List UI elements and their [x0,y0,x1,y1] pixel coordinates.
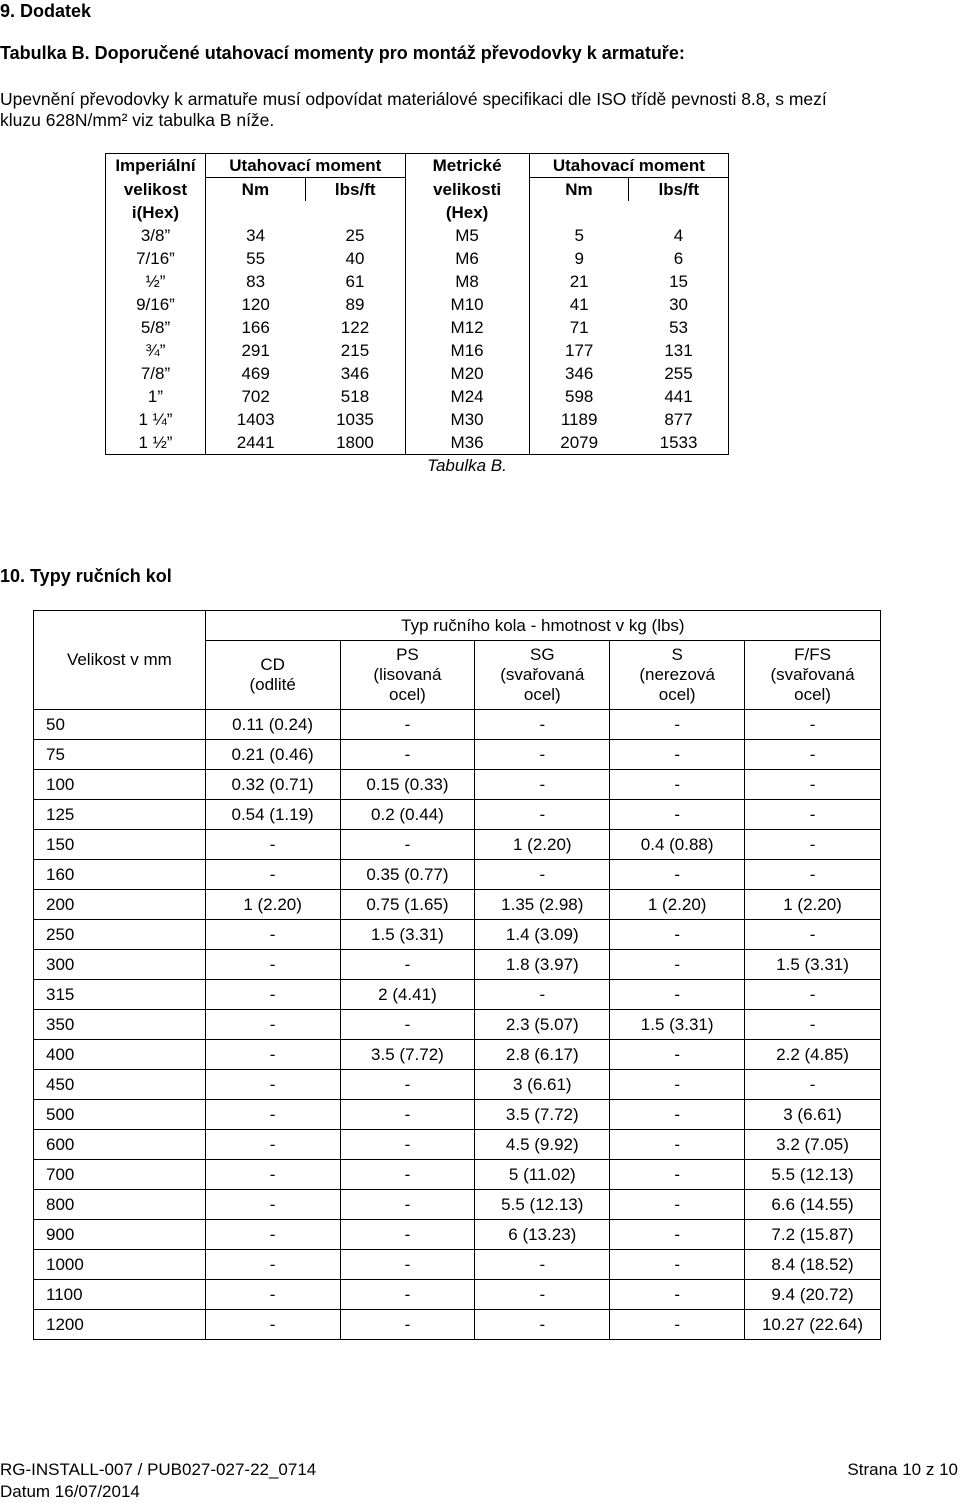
weight-cell: 1.5 (3.31) [610,1010,745,1040]
table-row: 7/16” 55 40 M6 9 6 [106,247,829,270]
weight-cell: 6.6 (14.55) [745,1190,881,1220]
weight-cell: - [745,800,881,830]
table-row [34,1310,881,1340]
weight-cell: - [340,710,475,740]
weight-cell: - [745,1010,881,1040]
table-row [34,1160,881,1190]
table-row [34,770,881,800]
weight-cell: 1 (2.20) [475,830,610,860]
weight-cell: - [475,770,610,800]
size-cell: 250 [34,920,206,950]
weight-cell: 3.2 (7.05) [745,1130,881,1160]
table-row [34,1100,881,1130]
table-row [34,1250,881,1280]
weight-cell: 1.35 (2.98) [475,890,610,920]
weight-cell: - [610,1160,745,1190]
weight-cell: - [475,980,610,1010]
size-cell: 160 [34,860,206,890]
weight-cell: - [610,770,745,800]
weight-cell: - [205,1280,340,1310]
weight-cell: 0.35 (0.77) [340,860,475,890]
weight-cell: - [610,1070,745,1100]
size-cell: 500 [34,1100,206,1130]
weight-cell: 2.2 (4.85) [745,1040,881,1070]
weight-cell: - [610,920,745,950]
weight-cell: 1.5 (3.31) [340,920,475,950]
table-row: 3/8” 34 25 M5 5 4 [106,224,829,247]
weight-cell: 3 (6.61) [475,1070,610,1100]
weight-cell: - [610,800,745,830]
size-cell: 1200 [34,1310,206,1340]
weight-cell: - [610,1250,745,1280]
weight-cell: - [610,710,745,740]
table-row [34,920,881,950]
weight-cell: - [475,740,610,770]
weight-cell: 3.5 (7.72) [340,1040,475,1070]
weight-cell: - [610,1280,745,1310]
weight-cell: - [340,1220,475,1250]
weight-cell: - [610,980,745,1010]
table-row [34,1130,881,1160]
metric-header-l1: Metrické [405,154,529,178]
imperial-header-l1: Imperiální [106,154,206,178]
imperial-header-l3: i(Hex) [106,201,206,224]
weight-cell: - [205,920,340,950]
cd-header: CD (odlité [205,641,340,710]
weight-cell: - [205,980,340,1010]
weight-cell: - [340,1010,475,1040]
weight-cell: 2.3 (5.07) [475,1010,610,1040]
weight-cell: - [475,1280,610,1310]
weight-cell: 2.8 (6.17) [475,1040,610,1070]
weight-cell: - [340,1250,475,1280]
weight-cell: - [340,1190,475,1220]
weight-cell: - [340,1070,475,1100]
weight-cell: - [340,1160,475,1190]
size-cell: 75 [34,740,206,770]
torque-header-right: Utahovací moment [529,154,729,178]
size-cell: 315 [34,980,206,1010]
weight-cell: - [205,1070,340,1100]
size-cell: 300 [34,950,206,980]
size-cell: 200 [34,890,206,920]
handwheel-type-header: Typ ručního kola - hmotnost v kg (lbs) [205,611,880,641]
table-row: 7/8” 469 346 M20 346 255 [106,362,829,385]
weight-cell: 2 (4.41) [340,980,475,1010]
weight-cell: - [745,710,881,740]
size-header: Velikost v mm [34,611,206,710]
table-row [34,1040,881,1070]
weight-cell: - [340,1100,475,1130]
weight-cell: - [205,1160,340,1190]
weight-cell: - [205,950,340,980]
table-row: 1 ½” 2441 1800 M36 2079 1533 [106,431,829,455]
weight-cell: 10.27 (22.64) [745,1310,881,1340]
imperial-header-l2: velikost [106,178,206,202]
table-row: 9/16” 120 89 M10 41 30 [106,293,829,316]
handwheel-table [33,610,881,1340]
size-cell: 50 [34,710,206,740]
footer-doc-id: RG-INSTALL-007 / PUB027-027-22_0714 [0,1460,317,1479]
weight-cell: 1.5 (3.31) [745,950,881,980]
torque-header-left: Utahovací moment [205,154,405,178]
weight-cell: - [745,830,881,860]
weight-cell: - [745,860,881,890]
weight-cell: - [610,1100,745,1130]
size-cell: 800 [34,1190,206,1220]
weight-cell: - [205,830,340,860]
size-cell: 450 [34,1070,206,1100]
weight-cell: - [475,860,610,890]
weight-cell: - [475,710,610,740]
weight-cell: - [745,740,881,770]
metric-header-l2: velikosti [433,179,502,199]
table-row [34,890,881,920]
weight-cell: 1 (2.20) [610,890,745,920]
weight-cell: 9.4 (20.72) [745,1280,881,1310]
weight-cell: - [475,1250,610,1280]
weight-cell: 4.5 (9.92) [475,1130,610,1160]
weight-cell: - [610,1130,745,1160]
weight-cell: - [745,920,881,950]
lbsft-header-right: lbs/ft [629,178,729,202]
table-row [34,980,881,1010]
table-row [34,830,881,860]
weight-cell: - [610,1190,745,1220]
weight-cell: - [610,950,745,980]
section-10-title: 10. Typy ručních kol [0,566,172,586]
weight-cell: 6 (13.23) [475,1220,610,1250]
sg-header: SG (svařovaná ocel) [475,641,610,710]
weight-cell: 3.5 (7.72) [475,1100,610,1130]
table-row: 5/8” 166 122 M12 71 53 [106,316,829,339]
weight-cell: - [340,1280,475,1310]
size-cell: 600 [34,1130,206,1160]
weight-cell: - [205,1250,340,1280]
weight-cell: 7.2 (15.87) [745,1220,881,1250]
table-row [34,1010,881,1040]
weight-cell: 1 (2.20) [745,890,881,920]
weight-cell: - [610,1220,745,1250]
weight-cell: - [205,1190,340,1220]
intro-paragraph-line1: Upevnění převodovky k armatuře musí odpovídat materiálové specifikaci dle ISO třídě pevnosti 8.8, s mezí [0,89,827,109]
weight-cell: - [745,980,881,1010]
table-row [34,1220,881,1250]
size-cell: 125 [34,800,206,830]
weight-cell: - [340,1130,475,1160]
size-cell: 900 [34,1220,206,1250]
size-cell: 350 [34,1010,206,1040]
weight-cell: - [205,1130,340,1160]
weight-cell: - [610,860,745,890]
weight-cell: - [205,1010,340,1040]
size-cell: 100 [34,770,206,800]
weight-cell: 0.4 (0.88) [610,830,745,860]
weight-cell: 5 (11.02) [475,1160,610,1190]
weight-cell: 0.15 (0.33) [340,770,475,800]
nm-header-right: Nm [529,178,629,202]
weight-cell: 0.75 (1.65) [340,890,475,920]
weight-cell: 5.5 (12.13) [745,1160,881,1190]
nm-header-left: Nm [205,178,305,202]
weight-cell: 1.8 (3.97) [475,950,610,980]
weight-cell: - [610,740,745,770]
table-row [34,1070,881,1100]
weight-cell: 0.32 (0.71) [205,770,340,800]
size-cell: 700 [34,1160,206,1190]
table-b-title: Tabulka B. Doporučené utahovací momenty pro montáž převodovky k armatuře: [0,43,685,63]
size-cell: 150 [34,830,206,860]
weight-cell: - [340,950,475,980]
weight-cell: - [340,740,475,770]
weight-cell: - [340,1310,475,1340]
weight-cell: - [205,1040,340,1070]
size-cell: 400 [34,1040,206,1070]
weight-cell: - [610,1040,745,1070]
metric-header-l3: (Hex) [445,203,489,222]
weight-cell: - [205,1100,340,1130]
weight-cell: 8.4 (18.52) [745,1250,881,1280]
intro-paragraph-line2: kluzu 628N/mm² viz tabulka B níže. [0,110,275,130]
ps-header: PS (lisovaná ocel) [340,641,475,710]
weight-cell: 0.2 (0.44) [340,800,475,830]
table-row: ½” 83 61 M8 21 15 [106,270,829,293]
table-b-caption: Tabulka B. [427,456,507,475]
weight-cell: - [205,1220,340,1250]
ffs-header: F/FS (svařovaná ocel) [745,641,881,710]
table-row: 1” 702 518 M24 598 441 [106,385,829,408]
footer-date: Datum 16/07/2014 [0,1482,140,1501]
section-9-title: 9. Dodatek [0,1,92,21]
torque-table [105,153,829,455]
weight-cell: - [475,800,610,830]
weight-cell: - [745,770,881,800]
weight-cell: 0.11 (0.24) [205,710,340,740]
lbsft-header-left: lbs/ft [305,178,405,202]
table-row: 1 ¼” 1403 1035 M30 1189 877 [106,408,829,431]
s-header: S (nerezová ocel) [610,641,745,710]
table-row: ¾” 291 215 M16 177 131 [106,339,829,362]
weight-cell: 0.21 (0.46) [205,740,340,770]
weight-cell: - [340,830,475,860]
table-row [34,740,881,770]
size-cell: 1100 [34,1280,206,1310]
table-row [34,800,881,830]
table-row [34,1190,881,1220]
weight-cell: - [205,860,340,890]
table-row [34,860,881,890]
footer-page-number: Strana 10 z 10 [847,1460,958,1479]
table-row [34,950,881,980]
weight-cell: - [475,1310,610,1340]
weight-cell: 0.54 (1.19) [205,800,340,830]
weight-cell: - [205,1310,340,1340]
weight-cell: 1.4 (3.09) [475,920,610,950]
table-row [34,710,881,740]
weight-cell: 5.5 (12.13) [475,1190,610,1220]
weight-cell: 3 (6.61) [745,1100,881,1130]
weight-cell: - [610,1310,745,1340]
table-row [34,1280,881,1310]
weight-cell: - [745,1070,881,1100]
size-cell: 1000 [34,1250,206,1280]
weight-cell: 1 (2.20) [205,890,340,920]
